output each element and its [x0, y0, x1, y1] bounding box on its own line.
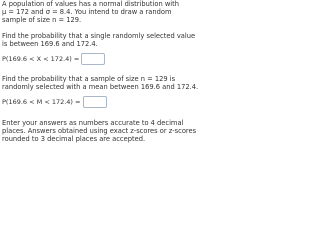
instructions-line-2: places. Answers obtained using exact z-scores or z-scores	[2, 127, 197, 135]
answer-1-label: P(169.6 < X < 172.4) =	[2, 55, 80, 63]
instructions-line-1: Enter your answers as numbers accurate to 4 decimal	[2, 119, 184, 127]
question-2-line-1: Find the probability that a sample of size n = 129 is	[2, 75, 176, 83]
answer-2-input[interactable]	[83, 96, 107, 108]
question-2-line-2: randomly selected with a mean between 169.6 and 172.4.	[2, 83, 199, 91]
answer-instructions	[2, 119, 200, 143]
problem-container	[2, 0, 200, 143]
intro-line-3: sample of size n = 129.	[2, 16, 82, 24]
answer-row-1	[2, 52, 200, 66]
intro-line-1: A population of values has a normal distribution with	[2, 0, 180, 8]
question-2	[2, 75, 200, 91]
question-1-line-2: is between 169.6 and 172.4.	[2, 40, 98, 48]
intro-line-2: μ = 172 and σ = 8.4. You intend to draw a random	[2, 8, 172, 16]
problem-intro	[2, 0, 200, 24]
question-1	[2, 32, 200, 48]
question-1-line-1: Find the probability that a single randomly selected value	[2, 32, 196, 40]
answer-1-input[interactable]	[81, 53, 105, 65]
answer-2-label: P(169.6 < M < 172.4) =	[2, 98, 81, 106]
instructions-line-3: rounded to 3 decimal places are accepted.	[2, 135, 146, 143]
answer-row-2	[2, 95, 200, 109]
